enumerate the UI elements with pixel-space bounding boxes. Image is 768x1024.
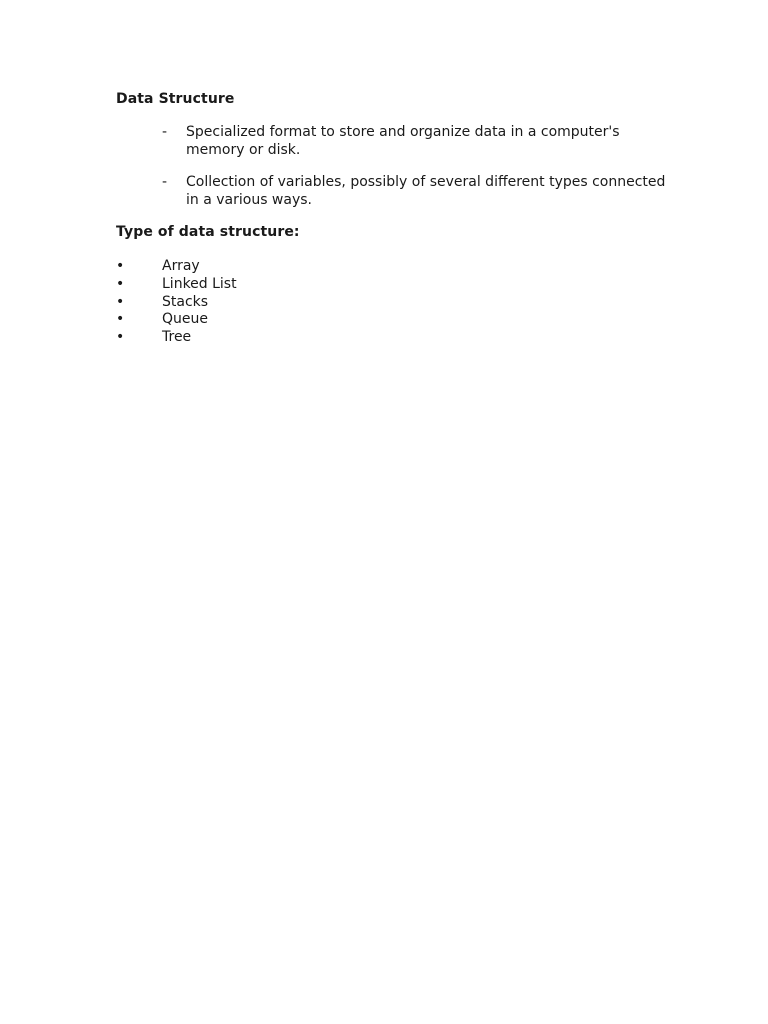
definition-item — [160, 124, 666, 159]
bullet-icon: • — [116, 329, 125, 346]
definition-item — [160, 174, 666, 209]
definition-text: Specialized format to store and organize data in a computer's memory or disk. — [186, 124, 620, 158]
list-item-label: Linked List — [162, 275, 237, 292]
bullet-icon: • — [116, 275, 125, 292]
list-item-label: Tree — [162, 329, 192, 346]
list-item-label: Stacks — [162, 293, 209, 310]
bullet-icon: • — [116, 311, 125, 328]
dash-marker: - — [162, 174, 168, 190]
list-item — [116, 294, 237, 312]
list-item — [116, 329, 237, 347]
list-item — [116, 276, 237, 294]
definition-text: Collection of variables, possibly of several different types connected in a various ways. — [186, 174, 666, 208]
types-list — [116, 258, 237, 347]
section-heading: Type of data structure: — [116, 224, 300, 240]
page-title: Data Structure — [116, 91, 235, 107]
dash-marker: - — [162, 124, 168, 140]
bullet-icon: • — [116, 258, 125, 274]
list-item-label: Array — [162, 258, 200, 274]
bullet-icon: • — [116, 293, 125, 310]
list-item — [116, 311, 237, 329]
list-item-label: Queue — [162, 311, 208, 328]
list-item — [116, 258, 237, 276]
